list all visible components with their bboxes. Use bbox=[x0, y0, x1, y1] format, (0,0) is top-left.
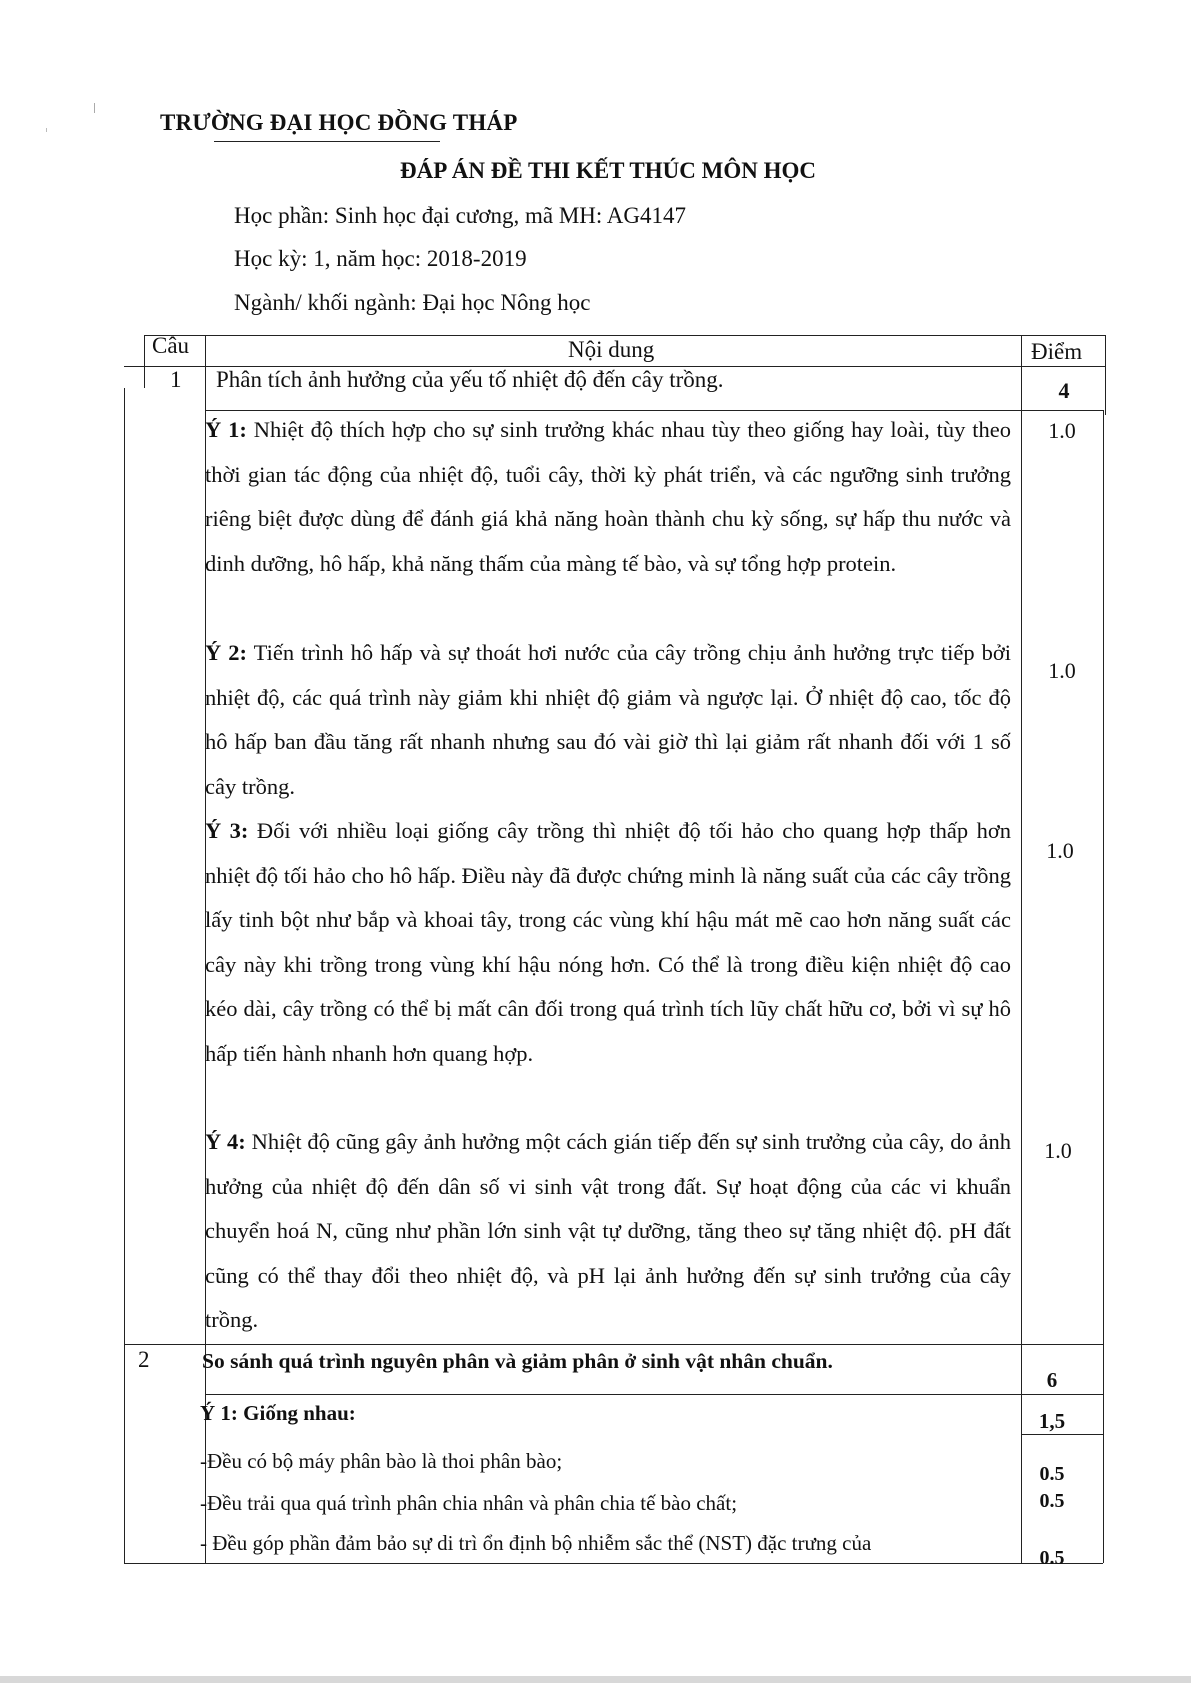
answer-item bbox=[205, 1120, 1011, 1343]
question-number: 1 bbox=[170, 367, 182, 392]
scan-edge bbox=[0, 1676, 1191, 1683]
course-info: Học phần: Sinh học đại cương, mã MH: AG4147 bbox=[234, 203, 686, 228]
item-score: 1.0 bbox=[1046, 838, 1074, 863]
table-border bbox=[1105, 335, 1106, 415]
item-score: 0.5 bbox=[1039, 1463, 1065, 1485]
major-info: Ngành/ khối ngành: Đại học Nông học bbox=[234, 290, 591, 315]
item-text: Đối với nhiều loại giống cây trồng thì nhiệt độ tối hảo cho quang hợp thấp hơn nhiệt độ tối hảo cho hô hấp. Điều này đã được chứng minh là năng suất của các cây trồng lấy tinh bột như bắp và khoai tây, trong các vùng khí hậu mát mẽ cao hơn năng suất các cây này khi trồng trong vùng khí hậu nóng hơn. Có thể là trong điều kiện nhiệt độ cao kéo dài, cây trồng có thể bị mất cân đối trong quá trình tích lũy chất hữu cơ, bởi vì sự hô hấp tiến hành nhanh hơn quang hợp. bbox=[205, 818, 1011, 1066]
item-label: Ý 1: bbox=[205, 417, 247, 442]
table-border bbox=[144, 335, 145, 388]
item-score: 1.0 bbox=[1048, 418, 1076, 443]
document-title: ĐÁP ÁN ĐỀ THI KẾT THÚC MÔN HỌC bbox=[400, 158, 816, 183]
scan-mark bbox=[94, 103, 95, 113]
item-label: Ý 4: bbox=[205, 1129, 246, 1154]
question-total-score: 4 bbox=[1058, 378, 1070, 403]
item-text: Nhiệt độ cũng gây ảnh hưởng một cách gián tiếp đến sự sinh trưởng của cây, do ảnh hưởng của nhiệt độ đến dân số vi sinh vật trong đất. Sự hoạt động của các vi khuẩn chuyển hoá N, cũng như phần lớn sinh vật tự dưỡng, tăng theo sự tăng nhiệt độ. pH đất cũng có thể thay đổi theo nhiệt độ, và pH lại ảnh hưởng đến sự sinh trưởng của cây trồng. bbox=[205, 1129, 1012, 1333]
column-header-score: Điểm bbox=[1031, 339, 1083, 364]
table-border bbox=[124, 1563, 1103, 1564]
answer-line: - Đều góp phần đảm bảo sự di trì ổn định bộ nhiễm sắc thể (NST) đặc trưng của bbox=[200, 1531, 872, 1555]
question-number: 2 bbox=[138, 1347, 150, 1372]
school-name: TRƯỜNG ĐẠI HỌC ĐỒNG THÁP bbox=[160, 110, 518, 135]
item-score: 1,5 bbox=[1038, 1409, 1066, 1433]
column-header-question: Câu bbox=[152, 333, 190, 358]
answer-item bbox=[205, 408, 1011, 586]
item-label: Ý 2: bbox=[205, 640, 248, 665]
column-header-content: Nội dung bbox=[568, 337, 655, 362]
item-label: Ý 3: bbox=[205, 818, 249, 843]
question-total-score: 6 bbox=[1046, 1368, 1058, 1392]
answer-line: -Đều có bộ máy phân bào là thoi phân bào; bbox=[200, 1449, 563, 1473]
school-underline bbox=[214, 141, 440, 142]
question-prompt: Phân tích ảnh hưởng của yếu tố nhiệt độ đến cây trồng. bbox=[216, 367, 724, 392]
item-text: Nhiệt độ thích hợp cho sự sinh trưởng khác nhau tùy theo giống hay loài, tùy theo thời gian tác động của nhiệt độ, tuổi cây, thời kỳ phát triển, và các ngưỡng sinh trưởng riêng biệt được dùng để đánh giá khả năng hoàn thành chu kỳ sống, sự hấp thu nước và dinh dưỡng, hô hấp, khả năng thấm của màng tế bào, và sự tổng hợp protein. bbox=[205, 417, 1012, 576]
answer-item bbox=[205, 809, 1011, 1077]
term-info: Học kỳ: 1, năm học: 2018-2019 bbox=[234, 246, 527, 271]
question-prompt: So sánh quá trình nguyên phân và giảm phân ở sinh vật nhân chuẩn. bbox=[202, 1349, 833, 1373]
table-border bbox=[1103, 410, 1104, 1563]
answer-item bbox=[205, 631, 1011, 809]
answer-item-label: Ý 1: Giống nhau: bbox=[200, 1401, 356, 1425]
table-border bbox=[124, 388, 125, 1563]
item-text: Tiến trình hô hấp và sự thoát hơi nước của cây trồng chịu ảnh hưởng trực tiếp bởi nhiệt độ, các quá trình này giảm khi nhiệt độ giảm và ngược lại. Ở nhiệt độ cao, tốc độ hô hấp ban đầu tăng rất nhanh nhưng sau đó vài giờ thì lại giảm rất nhanh đối với 1 số cây trồng. bbox=[205, 640, 1012, 799]
scan-mark bbox=[46, 128, 47, 132]
item-score: 1.0 bbox=[1048, 658, 1076, 683]
item-score: 1.0 bbox=[1044, 1138, 1072, 1163]
table-border bbox=[1021, 1434, 1103, 1435]
answer-line: -Đều trải qua quá trình phân chia nhân và phân chia tế bào chất; bbox=[200, 1491, 738, 1515]
item-score: 0.5 bbox=[1039, 1547, 1065, 1569]
item-score: 0.5 bbox=[1039, 1490, 1065, 1512]
